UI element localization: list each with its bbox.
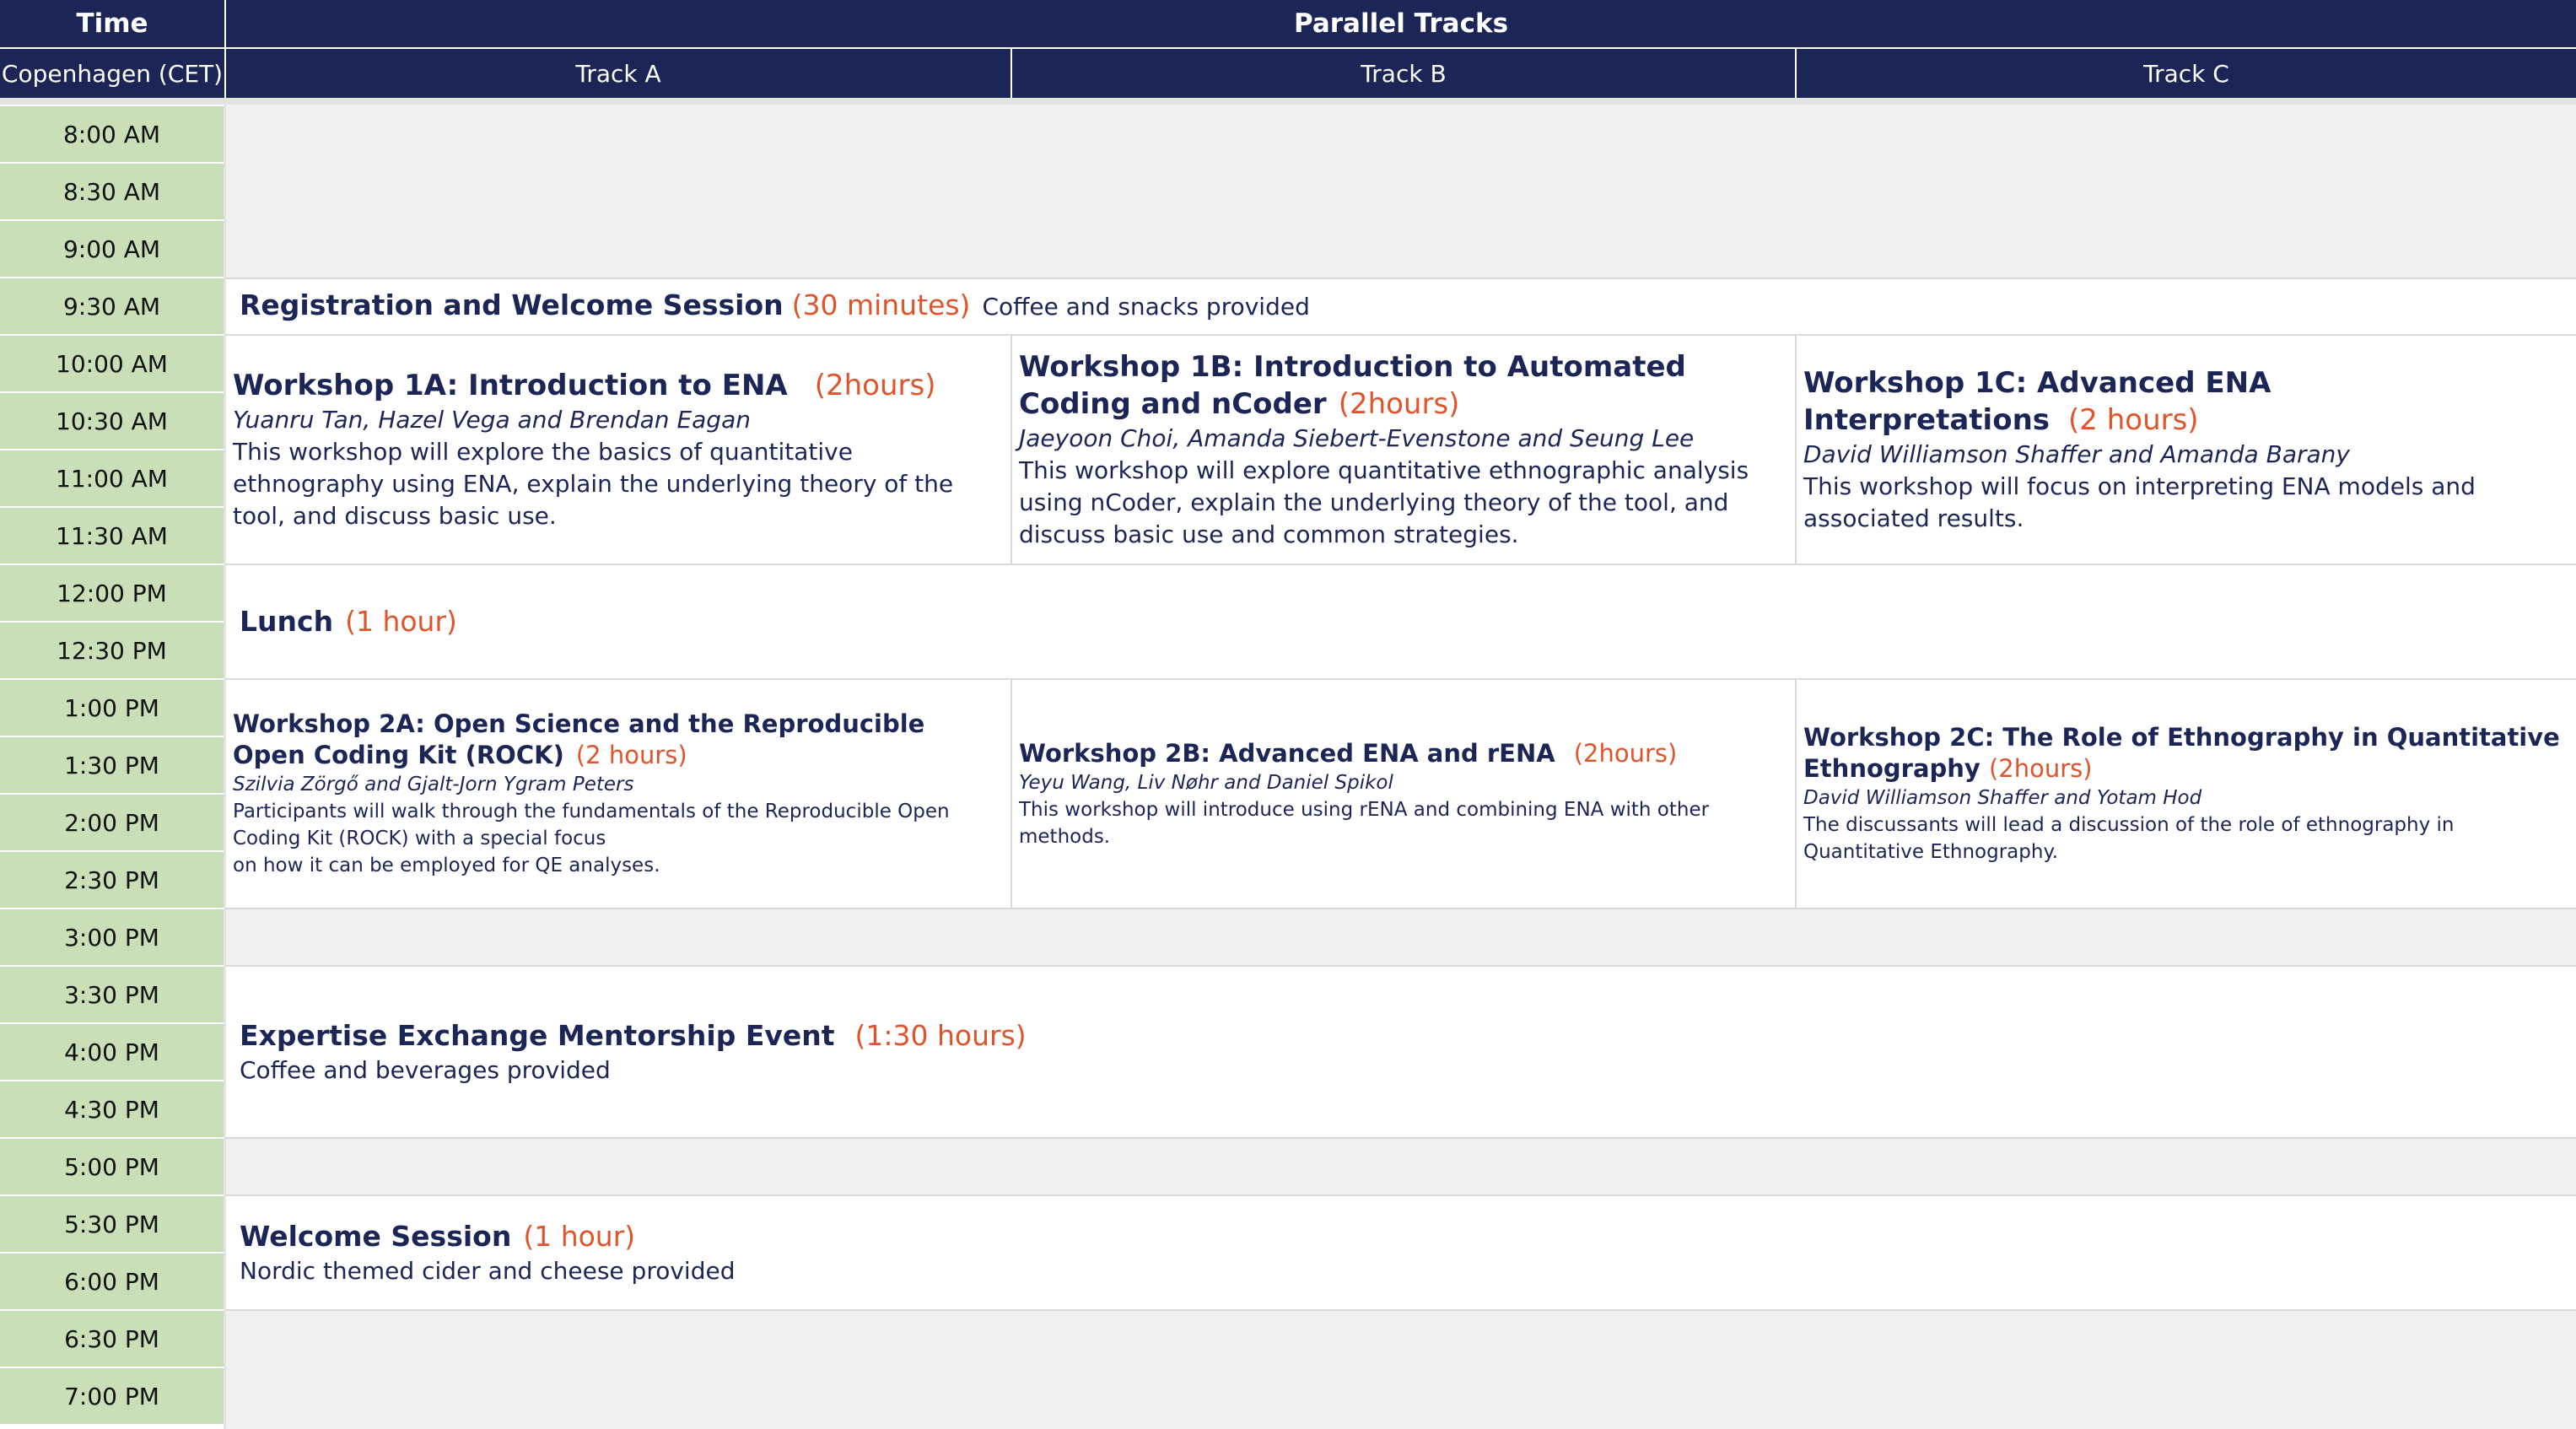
workshop-1c-title: Workshop 1C: Advanced ENA Interpretations (1803, 366, 2272, 437)
workshop-2a-description: Participants will walk through the fundamentals of the Reproducible Open Coding Kit (ROCK) with a special focus (233, 801, 950, 849)
time-slot: 8:30 AM (0, 164, 224, 219)
time-slot: 2:30 PM (0, 852, 224, 908)
parallel-tracks-header: Parallel Tracks (226, 0, 2576, 47)
track-b-header: Track B (1012, 49, 1795, 98)
time-slot: 7:00 PM (0, 1368, 224, 1424)
time-slot: 9:30 AM (0, 278, 224, 334)
lunch-duration: (1 hour) (345, 605, 457, 638)
registration-note: Coffee and snacks provided (982, 293, 1310, 321)
workshop-2b-authors: Yeyu Wang, Liv Nøhr and Daniel Spikol (1019, 771, 1393, 794)
time-slot: 4:30 PM (0, 1081, 224, 1137)
empty-band-evening (226, 1311, 2576, 1429)
time-slot: 11:30 AM (0, 508, 224, 564)
workshop-2a-duration: (2 hours) (575, 741, 687, 769)
mentorship-title: Expertise Exchange Mentorship Event (240, 1019, 835, 1052)
time-slot: 12:00 PM (0, 565, 224, 621)
workshop-2b-description: This workshop will introduce using rENA and combining ENA with other methods. (1019, 798, 1710, 848)
time-slot: 6:00 PM (0, 1254, 224, 1309)
workshop-1b-title: Workshop 1B: Introduction to Automated Coding and nCoder (1019, 350, 1686, 421)
workshop-1b-duration: (2hours) (1338, 387, 1460, 421)
workshop-2b-title: Workshop 2B: Advanced ENA and rENA (1019, 738, 1555, 768)
workshop-2c (1797, 680, 2576, 908)
workshop-1c-authors: David Williamson Shaffer and Amanda Barany (1803, 440, 2350, 468)
track-c-header: Track C (1797, 49, 2576, 98)
time-slot: 6:30 PM (0, 1311, 224, 1367)
workshop-2c-authors: David Williamson Shaffer and Yotam Hod (1803, 787, 2202, 809)
welcome-session (226, 1196, 2576, 1309)
lunch-title: Lunch (240, 605, 334, 638)
empty-band-5pm (226, 1139, 2576, 1195)
workshop-1a (226, 336, 1010, 564)
workshop-2b-duration: (2hours) (1573, 738, 1678, 768)
workshop-2b (1012, 680, 1795, 908)
lunch-session (226, 565, 2576, 678)
time-slot: 3:00 PM (0, 909, 224, 965)
workshop-1a-authors: Yuanru Tan, Hazel Vega and Brendan Eagan (233, 406, 751, 434)
workshop-1c-description: This workshop will focus on interpreting ENA models and associated results. (1803, 472, 2476, 532)
workshop-2a (226, 680, 1010, 908)
time-slot: 10:00 AM (0, 336, 224, 391)
time-slot: 9:00 AM (0, 221, 224, 277)
workshop-1c-duration: (2 hours) (2068, 403, 2199, 437)
time-slot: 12:30 PM (0, 623, 224, 678)
workshop-2c-title: Workshop 2C: The Role of Ethnography in Quantitative Ethnography (1803, 723, 2560, 783)
workshop-1b-authors: Jaeyoon Choi, Amanda Siebert-Evenstone and Seung Lee (1019, 424, 1695, 452)
empty-band-3pm (226, 909, 2576, 966)
workshop-1b-description: This workshop will explore quantitative ethnographic analysis using nCoder, explain the underlying theory of the tool, and discuss basic use and common strategies. (1019, 456, 1749, 548)
mentorship-note: Coffee and beverages provided (240, 1056, 611, 1084)
workshop-2a-title: Workshop 2A: Open Science and the Reproducible Open Coding Kit (ROCK) (233, 709, 925, 769)
workshop-1a-description: This workshop will explore the basics of quantitative ethnography using ENA, explain the underlying theory of the tool, and discuss basic use. (233, 438, 954, 530)
workshop-2c-duration: (2hours) (1988, 754, 2093, 783)
track-a-header: Track A (226, 49, 1010, 98)
welcome-duration: (1 hour) (523, 1220, 636, 1253)
workshop-1b (1012, 336, 1795, 564)
time-slot: 11:00 AM (0, 450, 224, 506)
workshop-2c-description: The discussants will lead a discussion of the role of ethnography in Quantitative Ethnography. (1803, 814, 2455, 863)
time-slot: 5:00 PM (0, 1139, 224, 1194)
time-slot: 8:00 AM (0, 106, 224, 162)
registration-duration: (30 minutes) (791, 288, 971, 321)
time-slot: 1:00 PM (0, 680, 224, 736)
timezone-header: Copenhagen (CET) (0, 49, 224, 98)
workshop-1c (1797, 336, 2576, 564)
time-slot: 4:00 PM (0, 1024, 224, 1080)
welcome-note: Nordic themed cider and cheese provided (240, 1257, 736, 1285)
mentorship-event (226, 967, 2576, 1137)
time-slot: 5:30 PM (0, 1196, 224, 1252)
empty-band-morning (226, 105, 2576, 278)
mentorship-duration: (1:30 hours) (854, 1019, 1027, 1052)
time-slot: 2:00 PM (0, 795, 224, 850)
time-slot: 10:30 AM (0, 393, 224, 449)
time-slot: 1:30 PM (0, 737, 224, 793)
time-header: Time (0, 0, 224, 47)
workshop-2a-description-cont: on how it can be employed for QE analyses. (233, 855, 660, 876)
registration-title: Registration and Welcome Session (240, 288, 784, 321)
workshop-1a-duration: (2hours) (814, 369, 936, 402)
time-slot: 3:30 PM (0, 967, 224, 1022)
registration-session (226, 278, 2576, 334)
workshop-1a-title: Workshop 1A: Introduction to ENA (233, 369, 788, 402)
workshop-2a-authors: Szilvia Zörgő and Gjalt-Jorn Ygram Peters (233, 774, 634, 795)
welcome-title: Welcome Session (240, 1220, 512, 1253)
